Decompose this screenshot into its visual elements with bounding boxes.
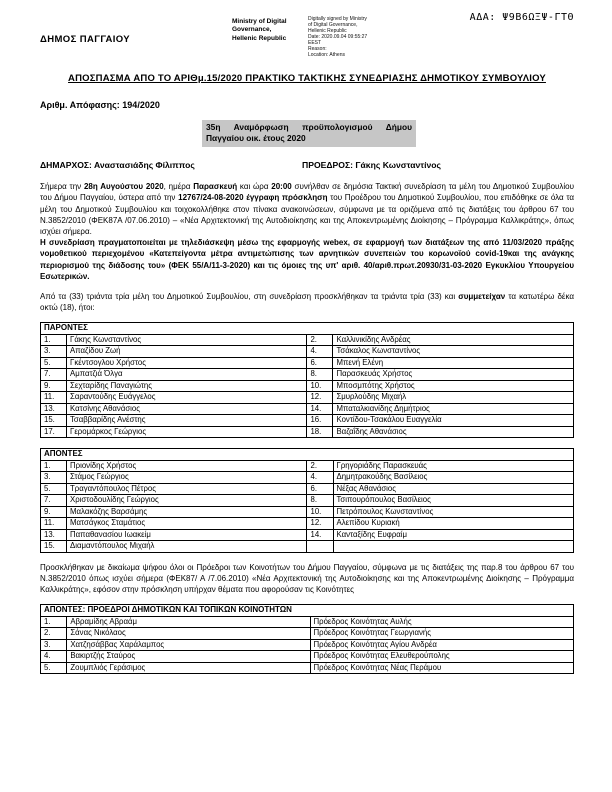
- table-cell: Νέξας Αθανάσιος: [333, 483, 573, 495]
- table-cell: Πρόεδρος Κοινότητας Αγίου Ανδρέα: [310, 639, 573, 651]
- paragraph-webex-notice: [40, 237, 574, 282]
- table-cell: Σάνας Νικόλαος: [67, 628, 310, 640]
- officials-line: [40, 160, 574, 172]
- table-cell: Αλεπίδου Κυριακή: [333, 518, 573, 530]
- table-body: [41, 460, 574, 552]
- table-row: [41, 415, 574, 427]
- text-segment: τα κατωτέρω δέκα οκτώ (18), ήτοι:: [40, 291, 574, 313]
- table-row: [41, 518, 574, 530]
- table-cell: Μαλακόζης Βαρσάμης: [67, 506, 307, 518]
- table-cell: Πρόεδρος Κοινότητας Νέας Περάμου: [310, 662, 573, 674]
- table-cell: 11.: [41, 392, 67, 404]
- table-cell: Σμυρλούδης Μιχαήλ: [333, 392, 574, 404]
- table-cell: 5.: [41, 483, 67, 495]
- document-header: [40, 10, 574, 64]
- table-cell: 7.: [41, 495, 67, 507]
- table-cell: 3.: [41, 639, 67, 651]
- parontes-header: ΠΑΡΟΝΤΕΣ: [41, 323, 574, 335]
- table-cell: 3.: [41, 346, 67, 358]
- table-cell: [333, 541, 573, 553]
- table-cell: 9.: [41, 506, 67, 518]
- table-cell: [307, 541, 333, 553]
- table-cell: Πριονίδης Χρήστος: [67, 460, 307, 472]
- table-cell: 5.: [41, 662, 67, 674]
- table-cell: Πετρόπουλος Κωνσταντίνος: [333, 506, 573, 518]
- table-cell: 2.: [307, 460, 333, 472]
- text-segment: 28η Αυγούστου 2020: [83, 182, 164, 192]
- table-row: [41, 472, 574, 484]
- mayor-name: ΔΗΜΑΡΧΟΣ: Αναστασιάδης Φίλιππος: [40, 160, 195, 171]
- signature-line: Reason:: [308, 46, 327, 52]
- table-body: [41, 334, 574, 438]
- table-cell: 1.: [41, 616, 67, 628]
- table-row: [41, 346, 574, 358]
- table-cell: Παρασκευάς Χρήστος: [333, 369, 574, 381]
- table-cell: Κανταξίδης Ευφραίμ: [333, 529, 573, 541]
- ada-code: ΑΔΑ: Ψ9Β6ΩΞΨ-ΓΤΘ: [469, 12, 574, 23]
- table-cell: Τσάκαλος Κωνσταντίνος: [333, 346, 574, 358]
- table-cell: Γκέντσογλου Χρήστος: [67, 357, 307, 369]
- ministry-line: Ministry of Digital: [232, 18, 287, 25]
- table-cell: Γρηγοριάδης Παρασκευάς: [333, 460, 573, 472]
- text-segment: συμμετείχαν: [458, 291, 506, 301]
- table-row: [41, 616, 574, 628]
- paragraph-session-intro: [40, 181, 574, 237]
- table-cell: 8.: [307, 495, 333, 507]
- table-cell: Αβραμίδης Αβραάμ: [67, 616, 310, 628]
- table-cell: Τσιπουρόπουλος Βασίλειος: [333, 495, 573, 507]
- municipality-name: ΔΗΜΟΣ ΠΑΓΓΑΙΟΥ: [40, 34, 131, 45]
- apontes-table: [40, 448, 574, 553]
- table-cell: 4.: [41, 651, 67, 663]
- table-cell: Τραγαντόπουλος Πέτρος: [67, 483, 307, 495]
- signature-line: of Digital Governance,: [308, 22, 358, 28]
- table-cell: 6.: [307, 357, 333, 369]
- table-row: [41, 529, 574, 541]
- ministry-line: Governance,: [232, 26, 272, 34]
- signature-line: Location: Athens: [308, 52, 345, 58]
- table-cell: 14.: [307, 403, 333, 415]
- table-header-row: [41, 323, 574, 335]
- proedroi-table: [40, 604, 574, 674]
- signature-line: Date: 2020.09.04 09:55:27: [308, 34, 368, 40]
- table-cell: 6.: [307, 483, 333, 495]
- decision-number: Αριθμ. Απόφασης: 194/2020: [40, 99, 160, 110]
- table-row: [41, 369, 574, 381]
- parontes-table: [40, 322, 574, 438]
- signature-line: Digitally signed by Ministry: [308, 16, 367, 22]
- table-cell: Χριστοδουλίδης Γεώργιος: [67, 495, 307, 507]
- proedroi-header: ΑΠΟΝΤΕΣ: ΠΡΟΕΔΡΟΙ ΔΗΜΟΤΙΚΩΝ ΚΑΙ ΤΟΠΙΚΩΝ ΚΟΙΝΟΤΗΤΩΝ: [41, 605, 574, 617]
- table-cell: Γερομάρκος Γεώργιος: [67, 426, 307, 438]
- paragraph-community-presidents: [40, 562, 574, 596]
- table-row: [41, 639, 574, 651]
- table-cell: Αμπατζιά Όλγα: [67, 369, 307, 381]
- table-cell: Μποσμπότης Χρήστος: [333, 380, 574, 392]
- table-row: [41, 403, 574, 415]
- table-cell: 1.: [41, 460, 67, 472]
- table-row: [41, 662, 574, 674]
- table-cell: 5.: [41, 357, 67, 369]
- text-segment: του Προέδρου του Δημοτικού Συμβουλίου, που επιδόθηκε σε όλα τα μέλη του Δημοτικού Συμβουλίου και τοιχοκολλήθηκε στον πίνακα ανακοινώσεων, σύμφωνα με τα οριζόμενα από τις διατάξεις του άρθρου 67 του Ν.3852/2010 (ΦΕΚ87Α /07.06.2010) – «Νέα Αρχιτεκτονική της Αυτοδιοίκησης και της Αποκεντρωμένης Διοίκησης – Πρόγραμμα Καλλικράτης», όπως ισχύει σήμερα.: [40, 193, 575, 236]
- table-cell: 12.: [307, 392, 333, 404]
- table-body: [41, 616, 574, 674]
- table-cell: 8.: [307, 369, 333, 381]
- table-cell: 11.: [41, 518, 67, 530]
- table-cell: 13.: [41, 403, 67, 415]
- text-segment: και ώρα: [237, 182, 272, 192]
- document-title: ΑΠΟΣΠΑΣΜΑ ΑΠΟ ΤΟ ΑΡΙΘμ.15/2020 ΠΡΑΚΤΙΚΟ ΤΑΚΤΙΚΗΣ ΣΥΝΕΔΡΙΑΣΗΣ ΔΗΜΟΤΙΚΟΥ ΣΥΜΒΟΥΛΙΟΥ: [68, 73, 546, 84]
- table-cell: 4.: [307, 346, 333, 358]
- table-cell: 7.: [41, 369, 67, 381]
- text-segment: συνήλθαν σε δημόσια Τακτική συνεδρίαση τα μέλη του Δημοτικού Συμβουλίου του Δήμου Παγγαίου, ύστερα από την: [40, 182, 575, 203]
- table-row: [41, 495, 574, 507]
- table-cell: 2.: [41, 628, 67, 640]
- table-cell: 17.: [41, 426, 67, 438]
- table-cell: Τσαββαρίδης Ανέστης: [67, 415, 307, 427]
- text-segment: 12767/24-08-2020 έγγραφη πρόσκληση: [178, 193, 328, 203]
- signature-line: EEST: [308, 40, 322, 46]
- table-cell: 4.: [307, 472, 333, 484]
- table-cell: Στάμος Γεώργιος: [67, 472, 307, 484]
- subject-box: 35η Αναμόρφωση προϋπολογισμού Δήμου Παγγαίου οικ. έτους 2020: [202, 120, 416, 148]
- table-row: [41, 357, 574, 369]
- ministry-line: Hellenic Republic: [232, 34, 287, 42]
- table-cell: Σεχταρίδης Παναγιώτης: [67, 380, 307, 392]
- table-cell: Κοντίδου-Τσακάλου Ευαγγελία: [333, 415, 574, 427]
- table-cell: 12.: [307, 518, 333, 530]
- table-cell: 18.: [307, 426, 333, 438]
- table-cell: Πρόεδρος Κοινότητας Αυλής: [310, 616, 573, 628]
- table-row: [41, 460, 574, 472]
- digital-signature-stamp: [308, 16, 408, 58]
- table-cell: 13.: [41, 529, 67, 541]
- apontes-header: ΑΠΟΝΤΕΣ: [41, 449, 574, 461]
- table-cell: 1.: [41, 334, 67, 346]
- table-cell: Μπαταλκιανίδης Δημήτριος: [333, 403, 574, 415]
- table-cell: Βακιρτζής Σταύρος: [67, 651, 310, 663]
- president-name: ΠΡΟΕΔΡΟΣ: Γάκης Κωνσταντίνος: [302, 160, 442, 171]
- table-cell: Χατζησάββας Χαράλαμπος: [67, 639, 310, 651]
- table-cell: 16.: [307, 415, 333, 427]
- text-segment: Από τα (33) τριάντα τρία μέλη του Δημοτικού Συμβουλίου, στη συνεδρίαση προσκλήθηκαν τα τριάντα τρία (33) και: [40, 291, 459, 301]
- table-cell: Κατσίνης Αθανάσιος: [67, 403, 307, 415]
- text-segment: Η συνεδρίαση πραγματοποιείται με τηλεδιάσκεψη μέσω της εφαρμογής webex, σε εφαρμογή των διατάξεων της από 11/03/2020 πράξης νομοθετικού περιεχομένου «Κατεπείγοντα μέτρα αντιμετώπισης των αρνητικών συνεπειών του κορωνοϊού covid-19και της ανάγκης περιορισμού της διάδοσης του» (ΦΕΚ 55/Α/11-3-2020) και τις όμοιες της υπ' αριθ. 40/αριθ.πρωτ.20930/31-03-2020 Εγκυκλίου Υπουργείου Εσωτερικών.: [40, 238, 574, 281]
- table-cell: 15.: [41, 541, 67, 553]
- table-cell: 14.: [307, 529, 333, 541]
- text-segment: Παρασκευή: [193, 182, 238, 192]
- table-row: [41, 541, 574, 553]
- signature-line: Hellenic Republic: [308, 28, 347, 34]
- table-row: [41, 628, 574, 640]
- table-cell: 2.: [307, 334, 333, 346]
- table-cell: Παπαθανασίου Ιωακείμ: [67, 529, 307, 541]
- table-cell: Ματσάγκος Σταμάτιος: [67, 518, 307, 530]
- text-segment: Σήμερα την: [40, 182, 84, 192]
- text-segment: , ημέρα: [163, 182, 194, 192]
- table-row: [41, 426, 574, 438]
- table-row: [41, 334, 574, 346]
- table-row: [41, 651, 574, 663]
- table-cell: 15.: [41, 415, 67, 427]
- text-segment: Προσκλήθηκαν με δικαίωμα ψήφου όλοι οι Πρόεδροι των Κοινοτήτων του Δήμου Παγγαίου, σύμφωνα με τις διατάξεις της παρ.8 του άρθρου 67 του Ν.3852/2010 όπως ισχύει σήμερα (ΦΕΚ87/ Α /7.06.2010) «Νέα Αρχιτεκτονική της Αυτοδιοίκησης και της Αποκεντρωμένης Διοίκησης – Πρόγραμμα Καλλικράτης», εφόσον στην πρόσκληση υπήρχαν θέματα που αφορούσαν τις Κοινότητες: [40, 562, 574, 595]
- ministry-stamp: [232, 18, 287, 43]
- table-cell: 3.: [41, 472, 67, 484]
- table-row: [41, 506, 574, 518]
- table-cell: 10.: [307, 506, 333, 518]
- table-cell: Μπενή Ελένη: [333, 357, 574, 369]
- table-cell: Δημητρακούδης Βασίλειος: [333, 472, 573, 484]
- table-cell: Απαζίδου Ζωή: [67, 346, 307, 358]
- table-cell: Διαμαντόπουλος Μιχαήλ: [67, 541, 307, 553]
- table-cell: Πρόεδρος Κοινότητας Γεωργιανής: [310, 628, 573, 640]
- table-header-row: [41, 605, 574, 617]
- table-row: [41, 392, 574, 404]
- table-row: [41, 483, 574, 495]
- paragraph-attendance-summary: [40, 291, 574, 313]
- table-header-row: [41, 449, 574, 461]
- table-cell: Καλλινικίδης Ανδρέας: [333, 334, 574, 346]
- table-cell: Βαζαΐδης Αθανάσιος: [333, 426, 574, 438]
- table-row: [41, 380, 574, 392]
- table-cell: Γάκης Κωνσταντίνος: [67, 334, 307, 346]
- table-cell: Σαραντούδης Ευάγγελος: [67, 392, 307, 404]
- table-cell: 10.: [307, 380, 333, 392]
- table-cell: 9.: [41, 380, 67, 392]
- text-segment: 20:00: [271, 182, 292, 192]
- table-cell: Ζουμπλιός Γεράσιμος: [67, 662, 310, 674]
- table-cell: Πρόεδρος Κοινότητας Ελευθερούπολης: [310, 651, 573, 663]
